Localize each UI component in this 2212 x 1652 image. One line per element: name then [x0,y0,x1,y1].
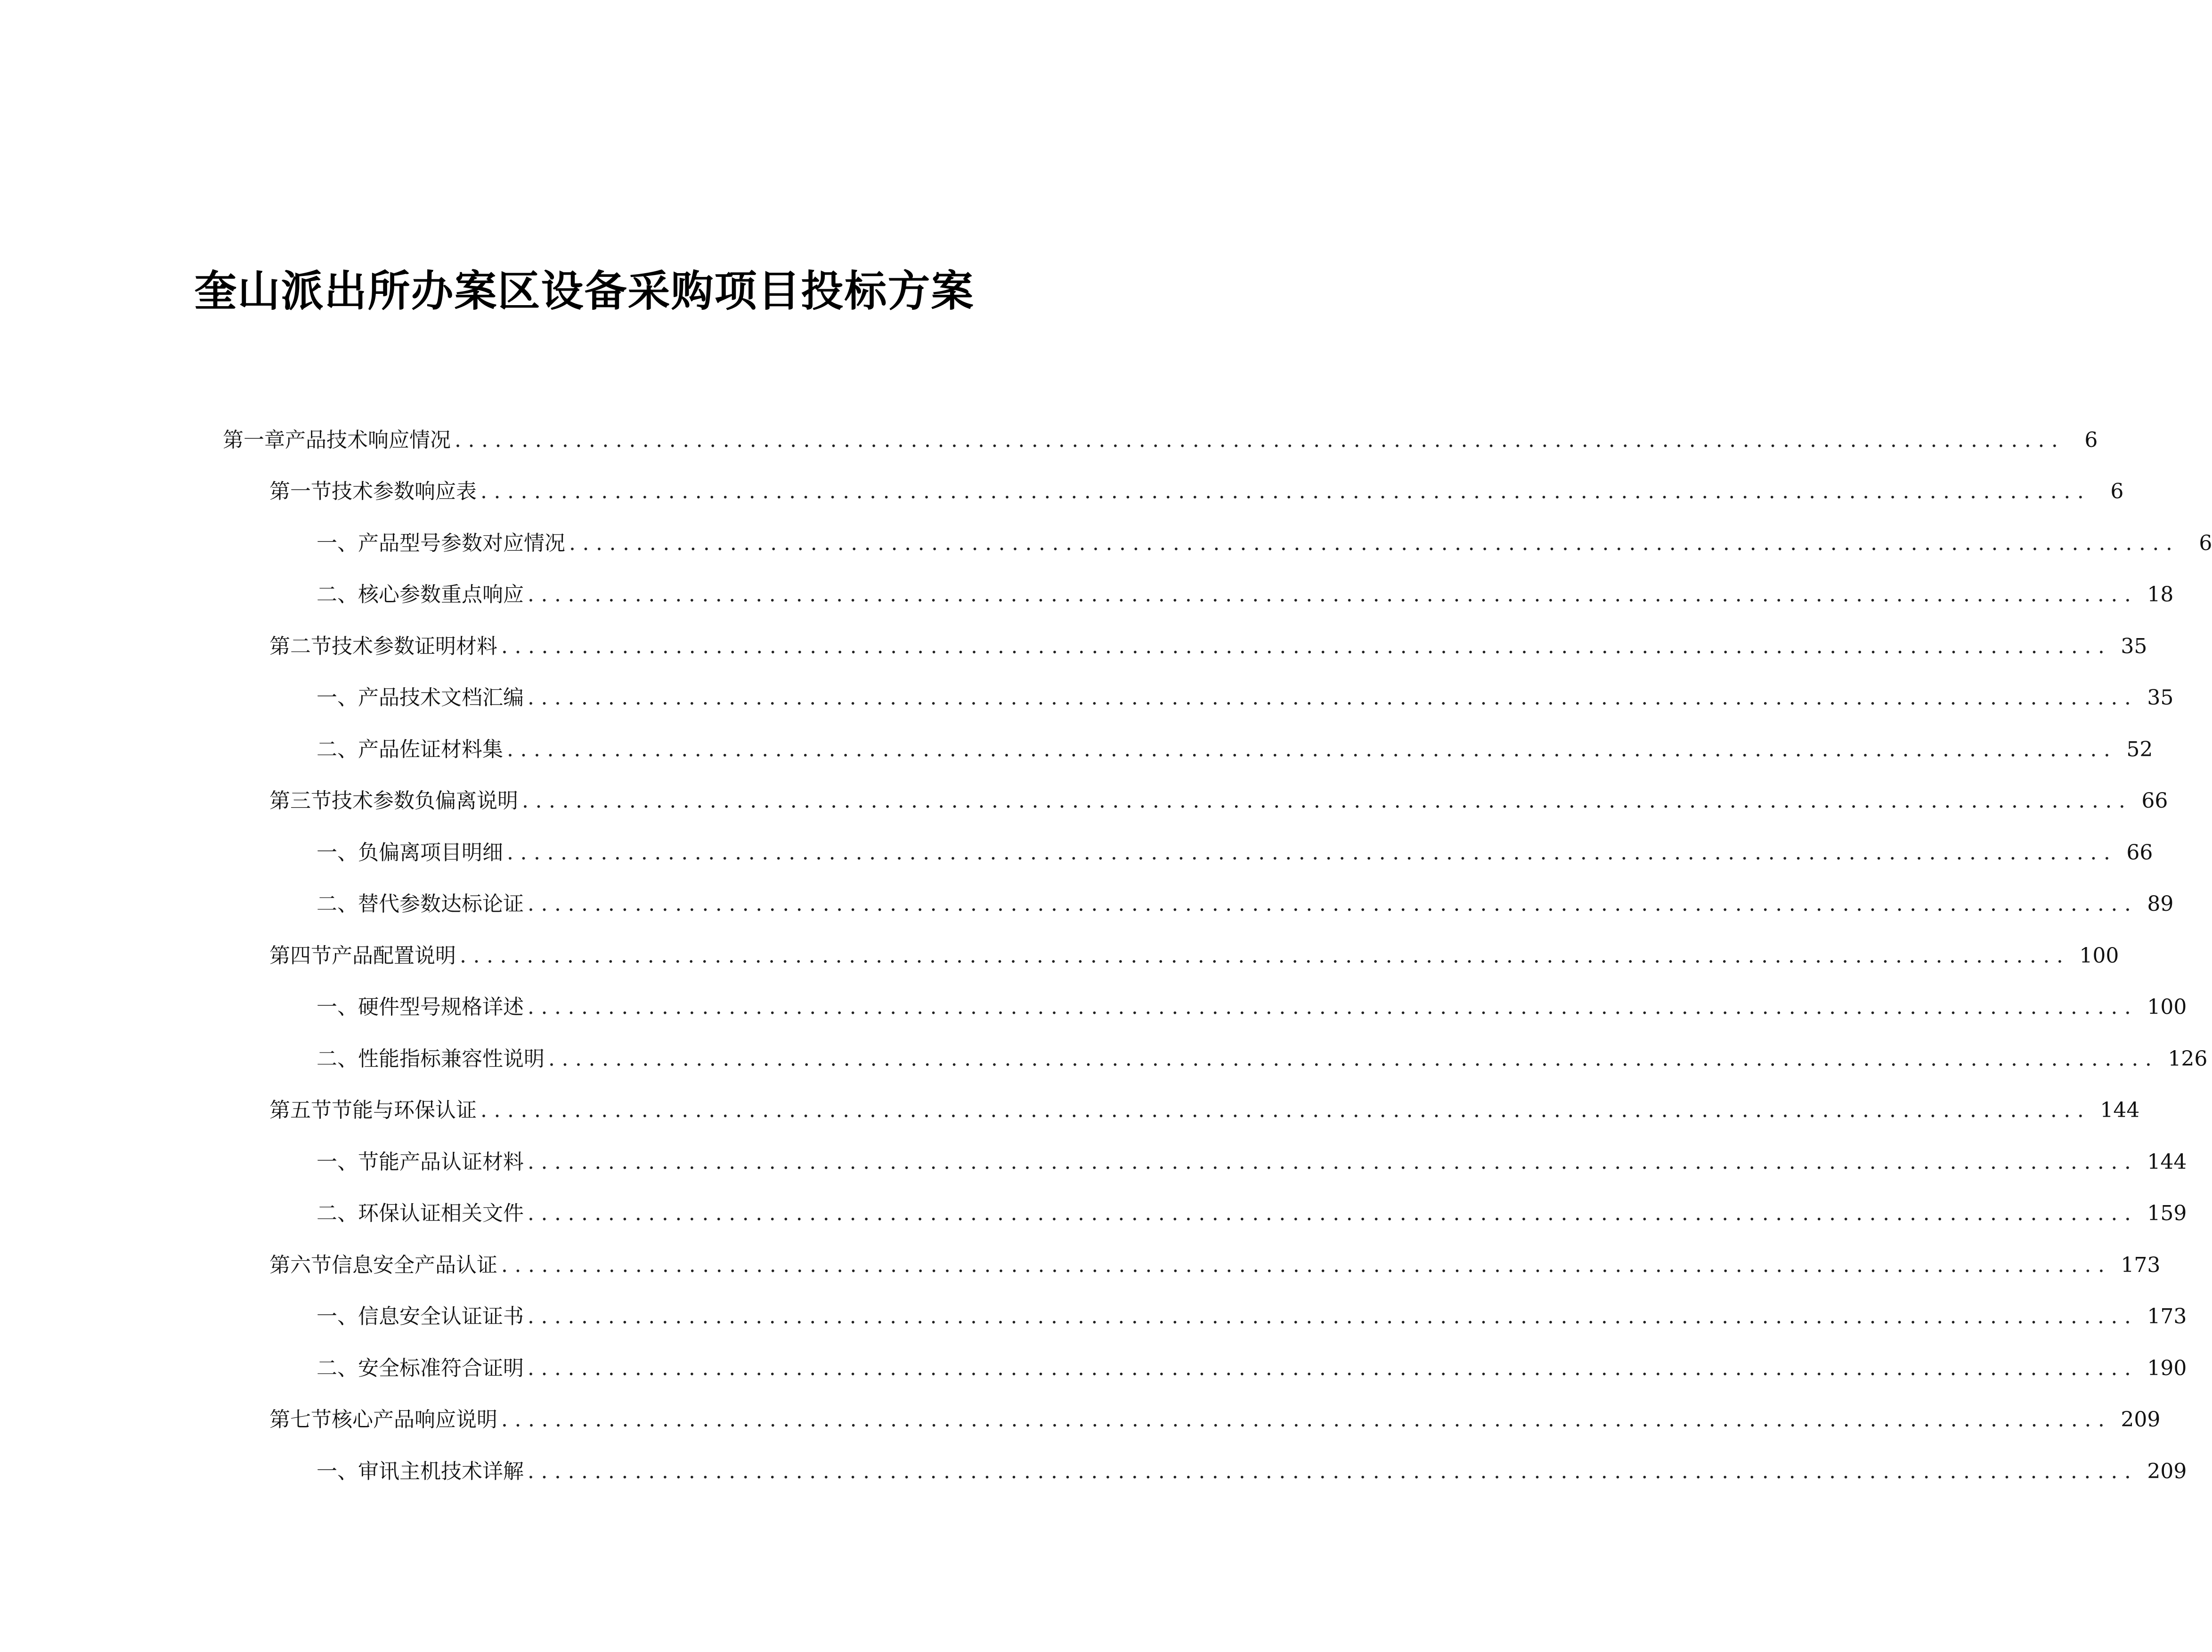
toc-entry-label: 安全标准符合证明 [358,1356,524,1380]
toc-entry-page-number: 6 [2110,479,2124,504]
toc-entry-number: 第五节 [269,1098,332,1123]
toc-entry-page-number: 6 [2199,531,2212,555]
toc-entry-section-3[interactable] [0,776,2168,827]
toc-entry-number: 二、 [317,1046,358,1071]
toc-entry-label: 性能指标兼容性说明 [358,1046,545,1071]
toc-entry-subsection-4-2[interactable] [0,1033,2208,1085]
toc-entry-number: 第四节 [269,943,332,968]
toc-leader-dots: ........................................................................................................................ [501,1408,2112,1432]
toc-leader-dots: ........................................................................................................................ [569,531,2179,555]
toc-entry-section-6[interactable] [0,1239,2161,1291]
toc-entry-page-number: 144 [2100,1098,2140,1123]
toc-entry-page-number: 66 [2126,840,2153,865]
document-title: 奎山派出所办案区设备采购项目投标方案 [194,267,975,316]
toc-entry-label: 负偏离项目明细 [358,840,503,865]
toc-entry-subsection-2-2[interactable] [0,724,2153,776]
toc-leader-dots: ........................................................................................................................ [507,737,2117,761]
toc-entry-subsection-6-2[interactable] [0,1343,2187,1394]
toc-entry-label: 产品型号参数对应情况 [358,531,565,555]
toc-entry-page-number: 100 [2079,943,2119,968]
toc-leader-dots: ........................................................................................................................ [501,634,2112,658]
toc-entry-number: 一、 [317,1459,358,1483]
toc-entry-subsection-3-1[interactable] [0,827,2153,879]
toc-leader-dots: ........................................................................................................................ [455,428,2065,452]
toc-entry-page-number: 52 [2126,737,2153,761]
toc-entry-section-7[interactable] [0,1394,2161,1446]
toc-entry-number: 第一节 [269,479,332,504]
toc-entry-label: 产品佐证材料集 [358,737,503,761]
toc-entry-label: 技术参数响应表 [332,479,477,504]
toc-entry-chapter-1[interactable] [0,414,2098,466]
toc-leader-dots: ........................................................................................................................ [460,943,2070,968]
toc-entry-label: 替代参数达标论证 [358,892,524,916]
toc-leader-dots: ........................................................................................................................ [480,1098,2091,1123]
toc-entry-number: 一、 [317,531,358,555]
toc-entry-label: 节能与环保认证 [332,1098,477,1123]
toc-entry-label: 环保认证相关文件 [358,1201,524,1226]
toc-entry-subsection-2-1[interactable] [0,672,2174,724]
toc-leader-dots: ........................................................................................................................ [528,995,2138,1020]
toc-entry-label: 产品技术文档汇编 [358,686,524,710]
toc-leader-dots: ........................................................................................................................ [528,1459,2138,1483]
toc-entry-page-number: 35 [2147,686,2174,710]
toc-entry-page-number: 173 [2147,1304,2187,1329]
toc-entry-section-1[interactable] [0,466,2124,518]
toc-entry-label: 硬件型号规格详述 [358,995,524,1020]
toc-entry-subsection-1-2[interactable] [0,569,2174,621]
toc-entry-label: 核心产品响应说明 [332,1408,497,1432]
toc-leader-dots: ........................................................................................................................ [528,583,2138,607]
toc-entry-label: 产品技术响应情况 [285,428,451,452]
toc-entry-subsection-5-2[interactable] [0,1188,2187,1240]
toc-entry-number: 二、 [317,892,358,916]
toc-leader-dots: ........................................................................................................................ [528,686,2138,710]
toc-entry-number: 一、 [317,995,358,1020]
toc-entry-page-number: 144 [2147,1150,2187,1174]
toc-leader-dots: ........................................................................................................................ [480,479,2091,504]
toc-entry-subsection-5-1[interactable] [0,1136,2187,1188]
toc-entry-subsection-3-2[interactable] [0,879,2174,931]
toc-entry-page-number: 126 [2168,1046,2208,1071]
toc-entry-page-number: 35 [2121,634,2147,658]
toc-entry-subsection-4-1[interactable] [0,982,2187,1034]
toc-entry-subsection-7-1[interactable] [0,1446,2187,1498]
toc-entry-section-2[interactable] [0,621,2147,672]
toc-entry-number: 第二节 [269,634,332,658]
toc-leader-dots: ........................................................................................................................ [528,1304,2138,1329]
toc-entry-page-number: 190 [2147,1356,2187,1380]
toc-leader-dots: ........................................................................................................................ [528,892,2138,916]
toc-entry-number: 一、 [317,686,358,710]
toc-entry-number: 一、 [317,1304,358,1329]
toc-entry-label: 核心参数重点响应 [358,583,524,607]
toc-leader-dots: ........................................................................................................................ [507,840,2117,865]
toc-leader-dots: ........................................................................................................................ [528,1201,2138,1226]
toc-entry-label: 技术参数证明材料 [332,634,497,658]
toc-entry-section-4[interactable] [0,930,2119,982]
table-of-contents [0,414,2212,1498]
toc-entry-page-number: 89 [2147,892,2174,916]
toc-entry-page-number: 159 [2147,1201,2187,1226]
toc-leader-dots: ........................................................................................................................ [522,789,2132,813]
toc-entry-page-number: 6 [2084,428,2098,452]
toc-entry-number: 第一章 [223,428,285,452]
toc-entry-number: 一、 [317,1150,358,1174]
toc-leader-dots: ........................................................................................................................ [501,1253,2112,1277]
toc-entry-number: 第三节 [269,789,332,813]
toc-entry-label: 信息安全认证证书 [358,1304,524,1329]
toc-entry-page-number: 209 [2121,1408,2161,1432]
toc-entry-number: 一、 [317,840,358,865]
toc-entry-number: 第六节 [269,1253,332,1277]
toc-leader-dots: ........................................................................................................................ [548,1046,2159,1071]
toc-entry-page-number: 173 [2121,1253,2161,1277]
toc-entry-number: 二、 [317,1356,358,1380]
toc-entry-number: 二、 [317,583,358,607]
toc-entry-page-number: 209 [2147,1459,2187,1483]
toc-leader-dots: ........................................................................................................................ [528,1150,2138,1174]
toc-entry-page-number: 100 [2147,995,2187,1020]
toc-entry-page-number: 18 [2147,583,2174,607]
toc-entry-label: 产品配置说明 [332,943,456,968]
toc-leader-dots: ........................................................................................................................ [528,1356,2138,1380]
toc-entry-number: 二、 [317,1201,358,1226]
toc-entry-section-5[interactable] [0,1085,2140,1137]
toc-entry-label: 技术参数负偏离说明 [332,789,518,813]
toc-entry-page-number: 66 [2141,789,2168,813]
toc-entry-subsection-1-1[interactable] [0,518,2212,569]
toc-entry-label: 节能产品认证材料 [358,1150,524,1174]
toc-entry-number: 第七节 [269,1408,332,1432]
toc-entry-label: 信息安全产品认证 [332,1253,497,1277]
toc-entry-label: 审讯主机技术详解 [358,1459,524,1483]
toc-entry-subsection-6-1[interactable] [0,1291,2187,1343]
toc-entry-number: 二、 [317,737,358,761]
